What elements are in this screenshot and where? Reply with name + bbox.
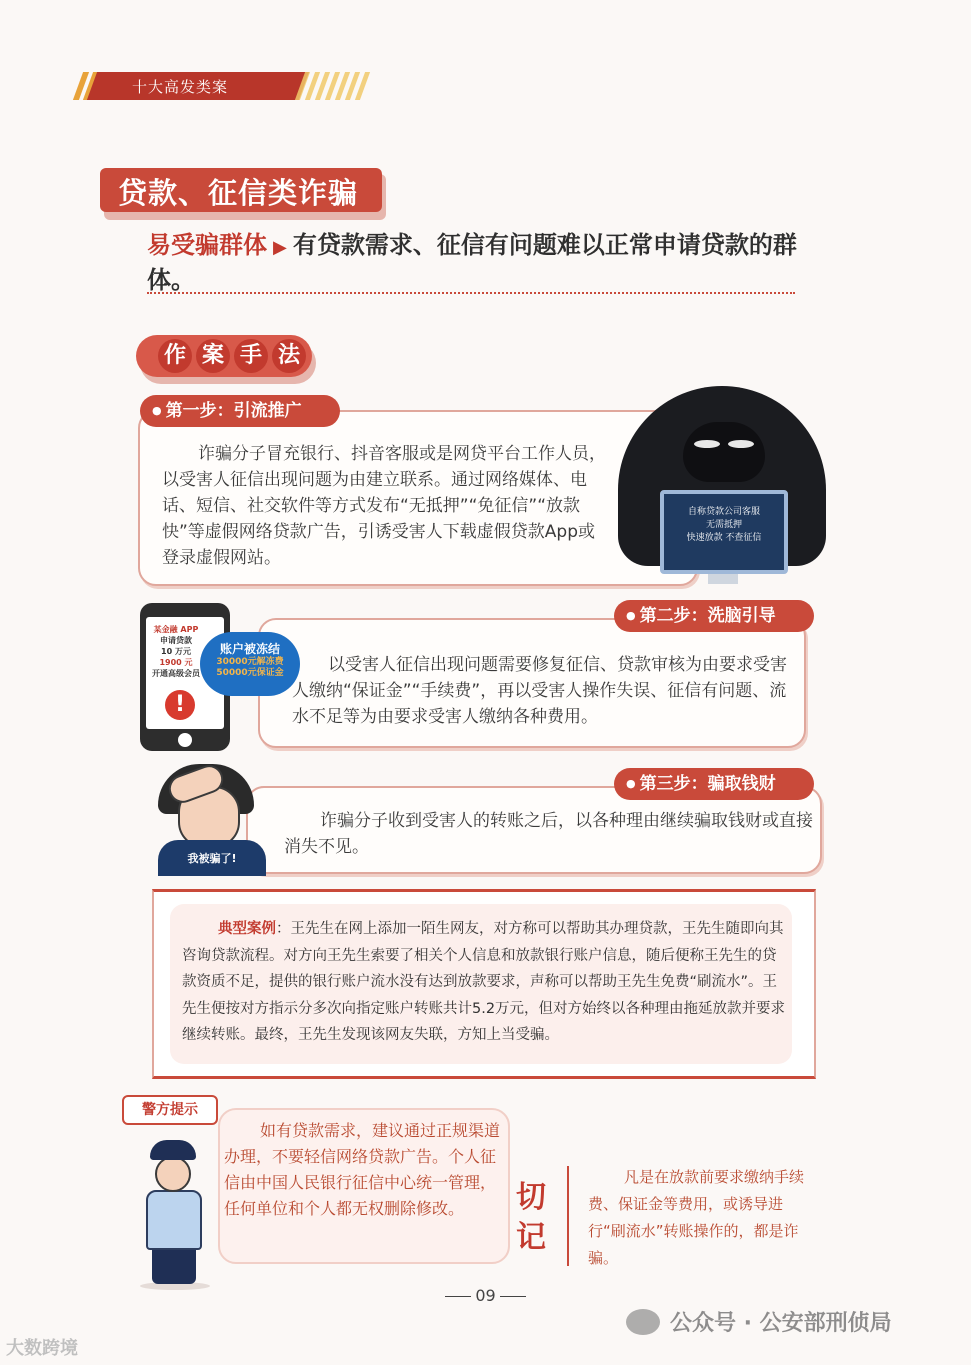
phone-ad-text: [146, 624, 206, 679]
phone-text-line: 10 万元: [161, 647, 191, 656]
watermark-right: 公众号 · 公安部刑侦局: [670, 1311, 892, 1336]
warning-icon: !: [165, 690, 195, 720]
phone-text-line: 某金融 APP: [153, 625, 199, 634]
phone-text-line: 开通高级会员: [152, 669, 200, 678]
page-title: 贷款、征信类诈骗: [118, 176, 359, 210]
method-char: 法: [272, 339, 306, 373]
police-tip-tag: 警方提示: [122, 1095, 218, 1125]
step-1-tag: ● 第一步：引流推广: [140, 395, 340, 427]
police-tip-text: [224, 1118, 506, 1222]
divider: [147, 292, 795, 294]
police-face: [155, 1156, 191, 1192]
method-char: 案: [196, 339, 230, 373]
remember-text: [588, 1164, 810, 1272]
remember-body: 凡是在放款前要求缴纳手续费、保证金等费用，或诱导进行“刷流水”转账操作的，都是诈骗。: [588, 1168, 805, 1267]
case-text: [182, 916, 786, 1049]
monitor-text: 自称贷款公司客服: [687, 507, 760, 517]
police-legs: [152, 1248, 196, 1284]
monitor-stand: [708, 574, 738, 584]
eye-icon: [694, 440, 720, 448]
victims-line: [147, 229, 817, 296]
step-3-tag: ● 第三步：骗取钱财: [614, 768, 814, 800]
police-officer-illustration: [146, 1190, 202, 1250]
watermark-left: 大数跨境: [6, 1338, 78, 1359]
hacker-face: [683, 422, 765, 482]
victims-label: 易受骗群体: [147, 231, 267, 259]
method-char: 作: [158, 339, 192, 373]
step-2-text: 以受害人征信出现问题需要修复征信、贷款审核为由要求受害人缴纳“保证金”“手续费”，再以受害人操作失误、征信有问题、流水不足等为由要求受害人缴纳各种费用。: [292, 655, 787, 727]
step-1-text: 诈骗分子冒充银行、抖音客服或是网贷平台工作人员，以受害人征信出现问题为由建立联系。通过网络媒体、电话、短信、社交软件等方式发布“无抵押”“免征信”“放款快”等虚假网络贷款广告，引诱受害人下载虚假贷款App或登录虚假网站。: [162, 444, 606, 568]
police-hat: [150, 1140, 196, 1160]
bubble-line: 50000元保证金: [216, 668, 284, 678]
method-char: 手: [234, 339, 268, 373]
remember-title: 切记: [516, 1180, 546, 1255]
header-decor-stripes-right: [300, 72, 380, 100]
police-tip-body: 如有贷款需求，建议通过正规渠道办理，不要轻信网络贷款广告。个人征信由中国人民银行征信中心统一管理，任何单位和个人都无权删除修改。: [224, 1121, 501, 1218]
case-body: ：王先生在网上添加一陌生网友，对方称可以帮助其办理贷款，王先生随即向其咨询贷款流程。对方向王先生索要了相关个人信息和放款银行账户信息，随后便称王先生的贷款资质不足，提供的银行账户流水没有达到放款要求，声称可以帮助王先生免费“刷流水”。王先生便按对方指示分多次向指定账户转账共计5.2万元，但对方始终以各种理由拖延放款并要求继续转账。最终，王先生发现该网友失联，方知上当受骗。: [182, 921, 786, 1043]
bubble-title: 账户被冻结: [219, 642, 280, 656]
victims-text: 有贷款需求、征信有问题难以正常申请贷款的群体。: [147, 231, 797, 294]
victim-shirt: 我被骗了!: [158, 840, 266, 876]
remember-divider: [567, 1166, 569, 1266]
monitor-text: 无需抵押: [705, 520, 742, 530]
phone-text-line: 申请贷款: [160, 636, 192, 645]
phone-home-button: [178, 733, 192, 747]
step-3-text: 诈骗分子收到受害人的转账之后，以各种理由继续骗取钱财或直接消失不见。: [284, 811, 813, 857]
bubble-line: 30000元解冻费: [216, 657, 284, 667]
case-label: 典型案例: [218, 921, 276, 937]
section-title: 十大高发类案: [132, 78, 229, 96]
speech-bubble: [200, 632, 300, 696]
arrow-right-icon: ▶: [273, 237, 287, 258]
monitor-icon: [660, 490, 788, 574]
eye-icon: [728, 440, 754, 448]
page-number: 09: [0, 1286, 971, 1305]
phone-text-line: 1900 元: [159, 658, 193, 667]
monitor-text: 快速放款 不查征信: [686, 533, 762, 543]
step-2-tag: ● 第二步：洗脑引导: [614, 600, 814, 632]
